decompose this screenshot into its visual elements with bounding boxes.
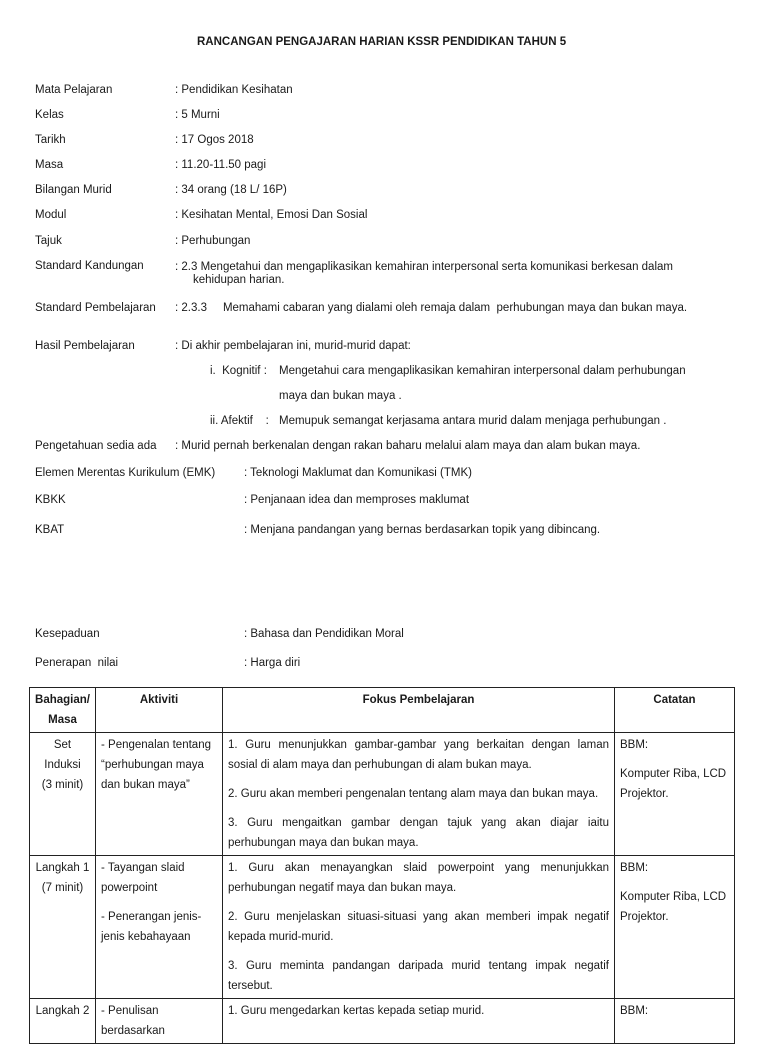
field-value-bilangan-murid: : 34 orang (18 L/ 16P) xyxy=(175,184,287,196)
field-value-standard-pembelajaran: : 2.3.3 Memahami cabaran yang dialami oleh remaja dalam perhubungan maya dan bukan maya. xyxy=(175,302,688,314)
kognitif-label: i. Kognitif : xyxy=(210,365,267,377)
field-label-standard-kandungan: Standard Kandungan xyxy=(35,260,144,272)
field-value-penerapan-nilai: : Harga diri xyxy=(244,657,301,669)
field-label-standard-pembelajaran: Standard Pembelajaran xyxy=(35,302,156,314)
field-value-pengetahuan: : Murid pernah berkenalan dengan rakan baharu melalui alam maya dan alam bukan maya. xyxy=(175,440,641,452)
field-value-standard-kandungan: : 2.3 Mengetahui dan mengaplikasikan kemahiran interpersonal serta komunikasi berkesan dalam xyxy=(175,261,673,273)
lesson-plan-table xyxy=(29,687,735,1044)
bahagian-line: Langkah 2 xyxy=(35,1005,90,1017)
field-value-mata-pelajaran: : Pendidikan Kesihatan xyxy=(175,84,293,96)
field-value-kesepaduan: : Bahasa dan Pendidikan Moral xyxy=(244,628,404,640)
afektif-label: ii. Afektif : xyxy=(210,415,269,427)
catatan-item: Komputer Riba, LCD Projektor. xyxy=(620,768,727,800)
field-label-pengetahuan: Pengetahuan sedia ada xyxy=(35,440,157,452)
aktiviti-item: - Penerangan jenis-jenis kebahayaan xyxy=(101,911,202,943)
field-value-kbkk: : Penjanaan idea dan memproses maklumat xyxy=(244,494,470,506)
field-label-tarikh: Tarikh xyxy=(35,134,66,146)
field-label-modul: Modul xyxy=(35,209,67,221)
aktiviti-item: - Pengenalan tentang “perhubungan maya dan bukan maya” xyxy=(101,739,211,791)
bahagian-line: (3 minit) xyxy=(41,779,84,791)
field-label-kesepaduan: Kesepaduan xyxy=(35,628,100,640)
cell-bahagian xyxy=(30,856,96,999)
bahagian-line: Langkah 1 xyxy=(35,862,90,874)
field-label-kbat: KBAT xyxy=(35,524,65,536)
field-label-tajuk: Tajuk xyxy=(35,235,62,247)
header-catatan: Catatan xyxy=(615,688,735,733)
catatan-bbm: BBM: xyxy=(620,739,649,751)
field-value-emk: : Teknologi Maklumat dan Komunikasi (TMK) xyxy=(244,467,472,479)
fokus-item: 3. Guru mengaitkan gambar dengan tajuk yang akan diajar iaitu perhubungan maya dan bukan maya. xyxy=(228,817,609,849)
catatan-bbm: BBM: xyxy=(620,862,649,874)
cell-aktiviti xyxy=(96,733,223,856)
field-label-masa: Masa xyxy=(35,159,64,171)
cell-catatan xyxy=(615,733,735,856)
cell-fokus xyxy=(223,856,615,999)
cell-aktiviti xyxy=(96,856,223,999)
field-label-kbkk: KBKK xyxy=(35,494,66,506)
table-header-row xyxy=(30,688,735,733)
fokus-item: 2. Guru akan memberi pengenalan tentang alam maya dan bukan maya. xyxy=(228,788,599,800)
bahagian-line: Set xyxy=(53,739,72,751)
field-value-tarikh: : 17 Ogos 2018 xyxy=(175,134,254,146)
field-label-mata-pelajaran: Mata Pelajaran xyxy=(35,84,113,96)
bahagian-line: Induksi xyxy=(44,759,81,771)
field-label-bilangan-murid: Bilangan Murid xyxy=(35,184,112,196)
cell-aktiviti xyxy=(96,999,223,1044)
fokus-item: 1. Guru akan menayangkan slaid powerpoint yang menunjukkan perhubungan negatif maya dan bukan maya. xyxy=(228,862,609,894)
field-value-hasil-pembelajaran: : Di akhir pembelajaran ini, murid-murid dapat: xyxy=(175,340,411,352)
field-value-kelas: : 5 Murni xyxy=(175,109,220,121)
header-bahagian-line1: Bahagian/ xyxy=(35,694,90,706)
cell-bahagian xyxy=(30,733,96,856)
cell-fokus xyxy=(223,999,615,1044)
cell-fokus xyxy=(223,733,615,856)
catatan-bbm: BBM: xyxy=(620,1005,649,1017)
bahagian-line: (7 minit) xyxy=(41,882,84,894)
field-value-masa: : 11.20-11.50 pagi xyxy=(175,159,267,171)
field-value-standard-kandungan-cont: kehidupan harian. xyxy=(193,274,285,286)
cell-catatan xyxy=(615,856,735,999)
aktiviti-item: - Tayangan slaid powerpoint xyxy=(101,862,185,894)
catatan-item: Komputer Riba, LCD Projektor. xyxy=(620,891,727,923)
afektif-text: Memupuk semangat kerjasama antara murid dalam menjaga perhubungan . xyxy=(279,415,667,427)
header-bahagian-line2: Masa xyxy=(48,714,77,726)
aktiviti-item: - Penulisan berdasarkan xyxy=(101,1005,165,1037)
field-label-kelas: Kelas xyxy=(35,109,64,121)
table-row xyxy=(30,999,735,1044)
field-label-emk: Elemen Merentas Kurikulum (EMK) xyxy=(35,467,216,479)
field-value-tajuk: : Perhubungan xyxy=(175,235,251,247)
field-label-hasil-pembelajaran: Hasil Pembelajaran xyxy=(35,340,135,352)
fokus-item: 1. Guru menunjukkan gambar-gambar yang berkaitan dengan laman sosial di alam maya dan perhubungan di alam bukan maya. xyxy=(228,739,609,771)
field-value-modul: : Kesihatan Mental, Emosi Dan Sosial xyxy=(175,209,368,221)
table-row xyxy=(30,856,735,999)
header-bahagian xyxy=(30,688,96,733)
kognitif-text: Mengetahui cara mengaplikasikan kemahiran interpersonal dalam perhubungan xyxy=(279,365,686,377)
page-title: RANCANGAN PENGAJARAN HARIAN KSSR PENDIDIKAN TAHUN 5 xyxy=(197,36,567,48)
fokus-item: 1. Guru mengedarkan kertas kepada setiap murid. xyxy=(228,1005,485,1017)
header-fokus: Fokus Pembelajaran xyxy=(223,688,615,733)
table-row xyxy=(30,733,735,856)
cell-catatan xyxy=(615,999,735,1044)
cell-bahagian xyxy=(30,999,96,1044)
fokus-item: 2. Guru menjelaskan situasi-situasi yang akan memberi impak negatif kepada murid-murid. xyxy=(228,911,609,943)
fokus-item: 3. Guru meminta pandangan daripada murid tentang impak negatif tersebut. xyxy=(228,960,609,992)
kognitif-text-cont: maya dan bukan maya . xyxy=(279,390,402,402)
field-label-penerapan-nilai: Penerapan nilai xyxy=(35,657,119,669)
header-aktiviti: Aktiviti xyxy=(96,688,223,733)
field-value-kbat: : Menjana pandangan yang bernas berdasarkan topik yang dibincang. xyxy=(244,524,601,536)
